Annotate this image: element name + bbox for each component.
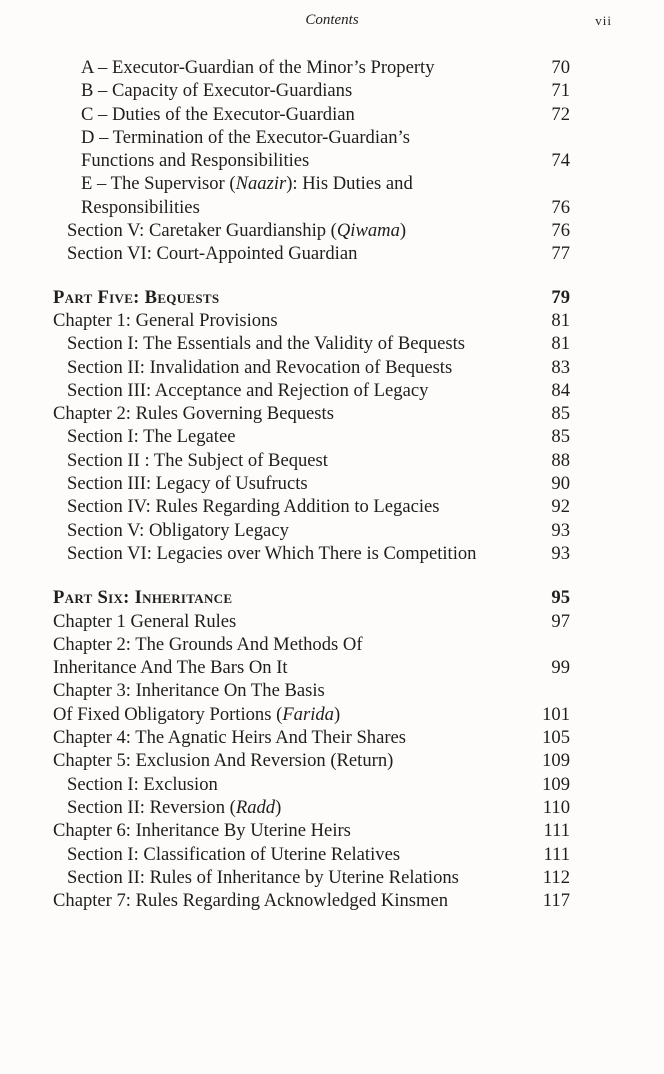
toc-entry-title: Chapter 2: Rules Governing Bequests: [53, 403, 334, 425]
toc-entry-page: 110: [542, 796, 570, 818]
toc-entry-title: B – Capacity of Executor-Guardians: [81, 80, 353, 102]
toc-entry-title: Chapter 1: General Provisions: [53, 309, 278, 331]
toc-entry-title: Responsibilities: [81, 196, 200, 218]
toc-entry-page: 83: [551, 356, 570, 378]
toc-entry-title: C – Duties of the Executor-Guardian: [81, 103, 355, 125]
toc-entry: [0, 425, 664, 448]
toc-entry-title: Part Five: Bequests: [53, 286, 220, 308]
toc-entry-page: 105: [542, 727, 570, 749]
toc-entry-title: Chapter 4: The Agnatic Heirs And Their Shares: [53, 727, 407, 749]
toc-entry-page: 76: [551, 196, 570, 218]
toc-entry: [0, 242, 664, 265]
toc-entry-title: Section II: Reversion (Radd): [67, 796, 282, 818]
toc-entry-page: 95: [551, 587, 570, 609]
toc-entry-title: Section V: Caretaker Guardianship (Qiwama): [67, 220, 407, 242]
toc-part-heading: [0, 286, 664, 309]
toc-entry-title: Section II: Invalidation and Revocation of Bequests: [67, 356, 453, 378]
toc-entry-title: Of Fixed Obligatory Portions (Farida): [53, 703, 341, 725]
running-title: Contents: [305, 12, 359, 28]
toc-entry-page: 117: [542, 890, 570, 912]
toc-entry: [0, 196, 664, 219]
toc-entry: [0, 819, 664, 842]
toc-entry: [0, 656, 664, 679]
toc-entry: [0, 843, 664, 866]
page-header: [0, 10, 664, 34]
italic-term: Naazir: [235, 173, 287, 195]
toc-entry: [0, 749, 664, 772]
toc-entry-title: Section VI: Court-Appointed Guardian: [67, 243, 358, 265]
toc-entry-title: Part Six: Inheritance: [53, 587, 233, 609]
toc-entry: [0, 542, 664, 565]
toc-entry-page: 76: [551, 220, 570, 242]
toc-entry-page: 109: [542, 750, 570, 772]
toc-entry-page: 90: [551, 473, 570, 495]
toc-entry: [0, 149, 664, 172]
toc-entry: [0, 126, 664, 149]
toc-entry-page: 99: [551, 657, 570, 679]
toc-entry-title: Section III: Legacy of Usufructs: [67, 473, 308, 495]
toc-entry-title: Functions and Responsibilities: [81, 150, 310, 172]
toc-entry-page: 85: [551, 426, 570, 448]
toc-entry-title: Chapter 3: Inheritance On The Basis: [53, 680, 325, 702]
toc-entry-title: Section I: The Essentials and the Validity of Bequests: [67, 333, 465, 355]
toc-entry-page: 85: [551, 403, 570, 425]
toc-entry-title: D – Termination of the Executor-Guardian’s: [81, 126, 410, 148]
toc-entry: [0, 773, 664, 796]
toc-entry: [0, 633, 664, 656]
italic-term: Radd: [235, 796, 276, 818]
toc-entry: [0, 472, 664, 495]
toc-entry-title: Chapter 1 General Rules: [53, 610, 237, 632]
toc-entry-page: 97: [551, 610, 570, 632]
toc-entry: [0, 79, 664, 102]
toc-entry-page: 70: [551, 57, 570, 78]
toc-entry-title: A – Executor-Guardian of the Minor’s Property: [81, 57, 435, 78]
toc-entry-page: 111: [543, 843, 570, 865]
toc-entry: [0, 889, 664, 912]
toc-entry: [0, 703, 664, 726]
toc-entry: [0, 219, 664, 242]
toc-entry-title: Inheritance And The Bars On It: [53, 657, 288, 679]
toc-entry-page: 77: [551, 243, 570, 265]
toc-entry-page: 79: [551, 286, 570, 308]
toc-entry: [0, 379, 664, 402]
toc-entry-title: E – The Supervisor (Naazir): His Duties and: [81, 173, 413, 195]
toc-entry-page: 101: [542, 703, 570, 725]
toc-entry-page: 84: [551, 379, 570, 401]
toc-entry-title: Section II : The Subject of Bequest: [67, 449, 328, 471]
toc-entry: [0, 519, 664, 542]
italic-term: Farida: [282, 703, 334, 725]
toc-entry-title: Chapter 5: Exclusion And Reversion (Return): [53, 750, 394, 772]
italic-term: Qiwama: [336, 220, 400, 242]
page-number: vii: [595, 13, 612, 28]
toc-entry-page: 112: [542, 866, 570, 888]
toc-entry-page: 72: [551, 103, 570, 125]
toc-entry-page: 92: [551, 496, 570, 518]
toc-entry-page: 71: [551, 80, 570, 102]
toc-entry-title: Section II: Rules of Inheritance by Uterine Relations: [67, 866, 459, 888]
toc-entry-page: 81: [551, 309, 570, 331]
toc-entry-title: Section I: Classification of Uterine Relatives: [67, 843, 401, 865]
toc-entry-title: Chapter 6: Inheritance By Uterine Heirs: [53, 820, 351, 842]
toc-entry: [0, 103, 664, 126]
toc-entry: [0, 495, 664, 518]
toc-entry-title: Section VI: Legacies over Which There is Competition: [67, 542, 477, 564]
toc-entry-page: 109: [542, 773, 570, 795]
toc-entry: [0, 449, 664, 472]
toc-entry: [0, 332, 664, 355]
toc-entry: [0, 56, 664, 79]
toc-entry-title: Section IV: Rules Regarding Addition to Legacies: [67, 496, 440, 518]
toc-entry: [0, 172, 664, 195]
toc-entry-title: Section I: The Legatee: [67, 426, 236, 448]
section-gap: [0, 266, 664, 286]
toc-entry-page: 88: [551, 449, 570, 471]
toc-entry: [0, 679, 664, 702]
toc-entry-title: Chapter 2: The Grounds And Methods Of: [53, 633, 363, 655]
toc-entry-page: 93: [551, 542, 570, 564]
toc-entry-page: 81: [551, 333, 570, 355]
table-of-contents: [0, 56, 664, 912]
toc-entry-page: 93: [551, 519, 570, 541]
toc-entry: [0, 796, 664, 819]
toc-entry-title: Section III: Acceptance and Rejection of Legacy: [67, 379, 429, 401]
toc-entry: [0, 610, 664, 633]
toc-entry: [0, 866, 664, 889]
toc-entry-page: 74: [551, 150, 570, 172]
toc-entry-title: Section I: Exclusion: [67, 773, 218, 795]
toc-part-heading: [0, 586, 664, 609]
toc-entry-title: Chapter 7: Rules Regarding Acknowledged Kinsmen: [53, 890, 449, 912]
toc-entry-page: 111: [543, 820, 570, 842]
section-gap: [0, 565, 664, 586]
toc-entry: [0, 402, 664, 425]
toc-entry: [0, 726, 664, 749]
toc-entry: [0, 356, 664, 379]
toc-entry: [0, 309, 664, 332]
toc-entry-title: Section V: Obligatory Legacy: [67, 519, 289, 541]
